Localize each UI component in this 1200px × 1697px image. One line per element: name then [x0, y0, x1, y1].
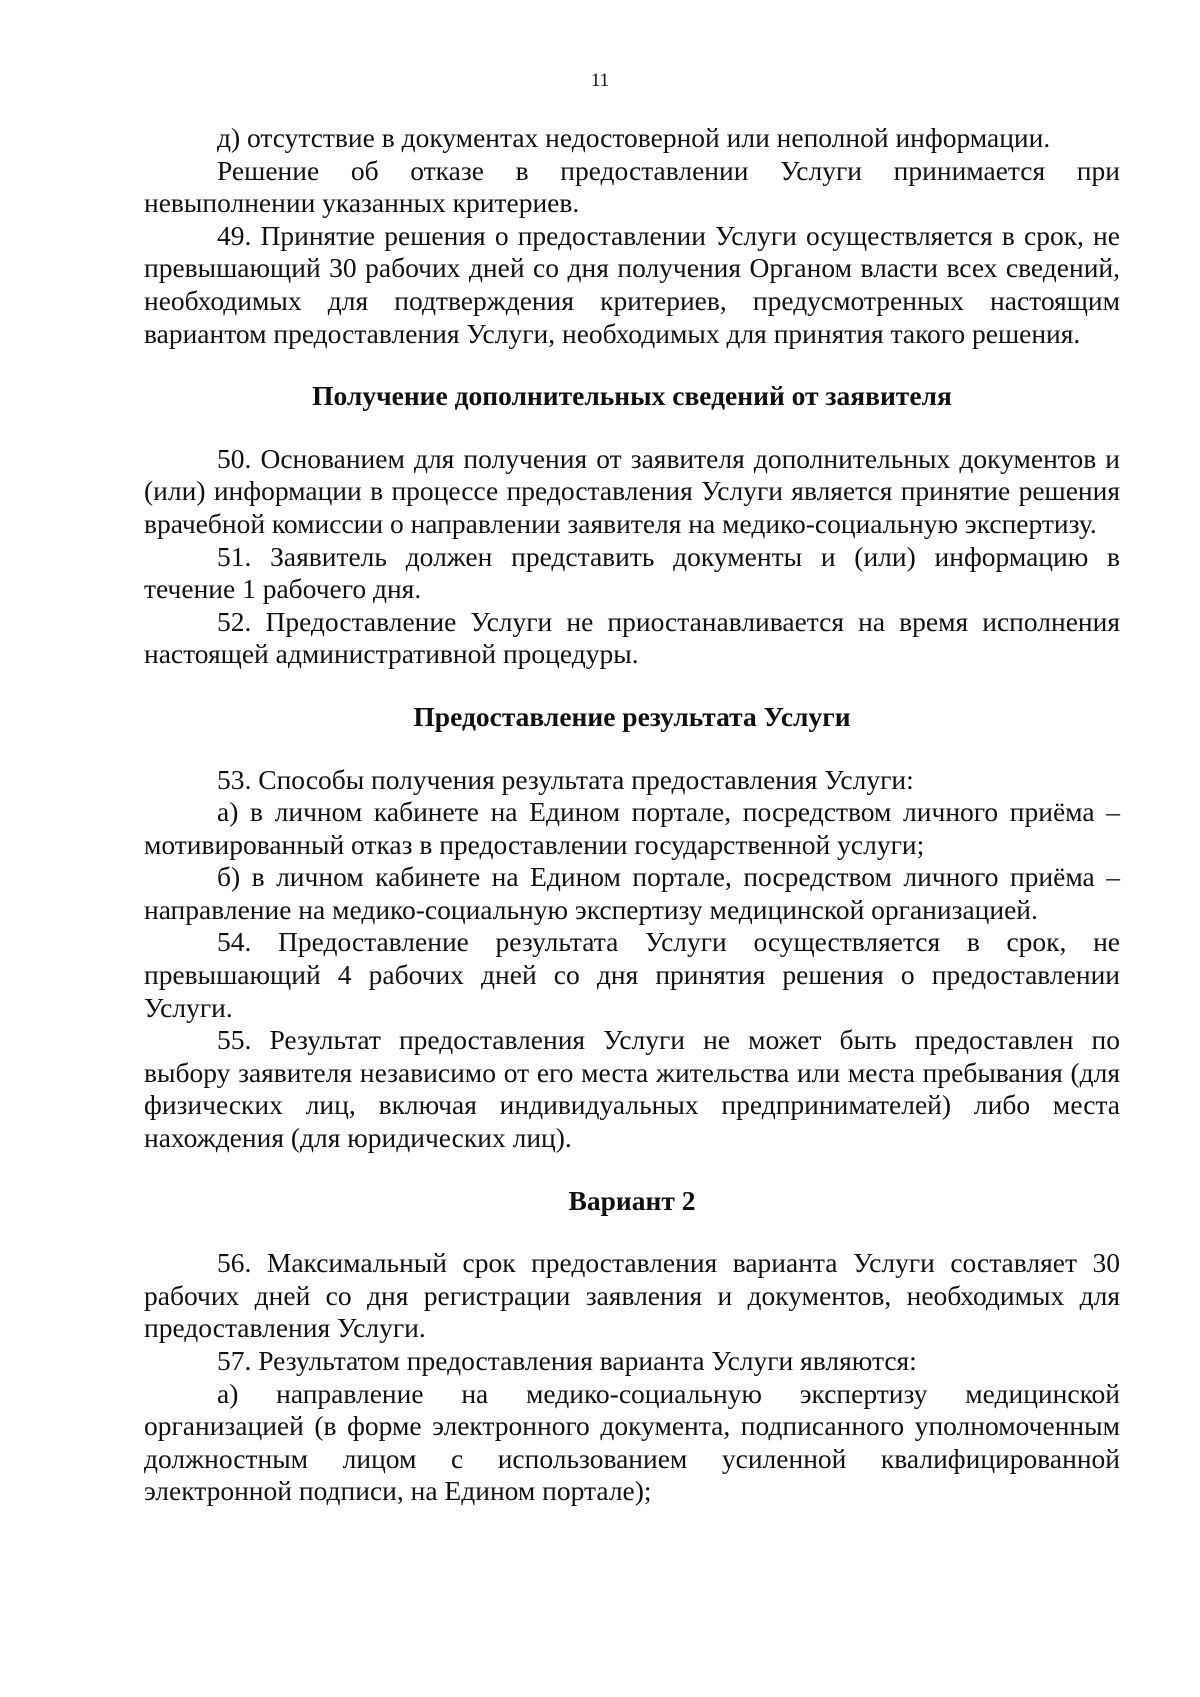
- paragraph-52: 52. Предоставление Услуги не приостанавливается на время исполнения настоящей административной процедуры.: [144, 605, 1120, 670]
- paragraph-54: 54. Предоставление результата Услуги осуществляется в срок, не превышающий 4 рабочих дней со дня принятия решения о предоставлении Услуги.: [144, 926, 1120, 1023]
- paragraph-53: 53. Способы получения результата предоставления Услуги:: [217, 763, 914, 795]
- document-body: [144, 122, 1120, 1508]
- section-heading-additional-info: Получение дополнительных сведений от заявителя: [312, 380, 952, 412]
- paragraph-55: 55. Результат предоставления Услуги не может быть предоставлен по выбору заявителя независимо от его места жительства или места пребывания (для физических лиц, включая индивидуальных предпринимателей) либо места нахождения (для юридических лиц).: [144, 1024, 1120, 1154]
- paragraph-50: 50. Основанием для получения от заявителя дополнительных документов и (или) информации в процессе предоставления Услуги является принятие решения врачебной комиссии о направлении заявителя на медико-социальную экспертизу.: [144, 442, 1120, 539]
- paragraph-49: 49. Принятие решения о предоставлении Услуги осуществляется в срок, не превышающий 30 рабочих дней со дня получения Органом власти всех сведений, необходимых для подтверждения критериев, предусмотренных настоящим вариантом предоставления Услуги, необходимых для принятия такого решения.: [144, 219, 1120, 349]
- paragraph-51: 51. Заявитель должен представить документы и (или) информацию в течение 1 рабочего дня.: [144, 540, 1120, 605]
- page-number: 11: [590, 70, 610, 91]
- section-heading-variant-2: Вариант 2: [568, 1184, 696, 1216]
- paragraph-refusal-decision: Решение об отказе в предоставлении Услуги принимается при невыполнении указанных критериев.: [144, 154, 1120, 219]
- paragraph-item-d: д) отсутствие в документах недостоверной или неполной информации.: [217, 122, 1051, 153]
- paragraph-53-b: б) в личном кабинете на Едином портале, посредством личного приёма – направление на медико-социальную экспертизу медицинской организацией.: [144, 861, 1120, 925]
- paragraph-53-a: а) в личном кабинете на Едином портале, посредством личного приёма – мотивированный отказ в предоставлении государственной услуги;: [144, 796, 1120, 860]
- paragraph-57-a: а) направление на медико-социальную экспертизу медицинской организацией (в форме электронного документа, подписанного уполномоченным должностным лицом с использованием усиленной квалифицированной электронной подписи, на Едином портале);: [144, 1377, 1120, 1507]
- paragraph-57: 57. Результатом предоставления варианта Услуги являются:: [217, 1345, 917, 1376]
- paragraph-56: 56. Максимальный срок предоставления варианта Услуги составляет 30 рабочих дней со дня регистрации заявления и документов, необходимых для предоставления Услуги.: [144, 1247, 1120, 1344]
- section-heading-result: Предоставление результата Услуги: [413, 700, 851, 732]
